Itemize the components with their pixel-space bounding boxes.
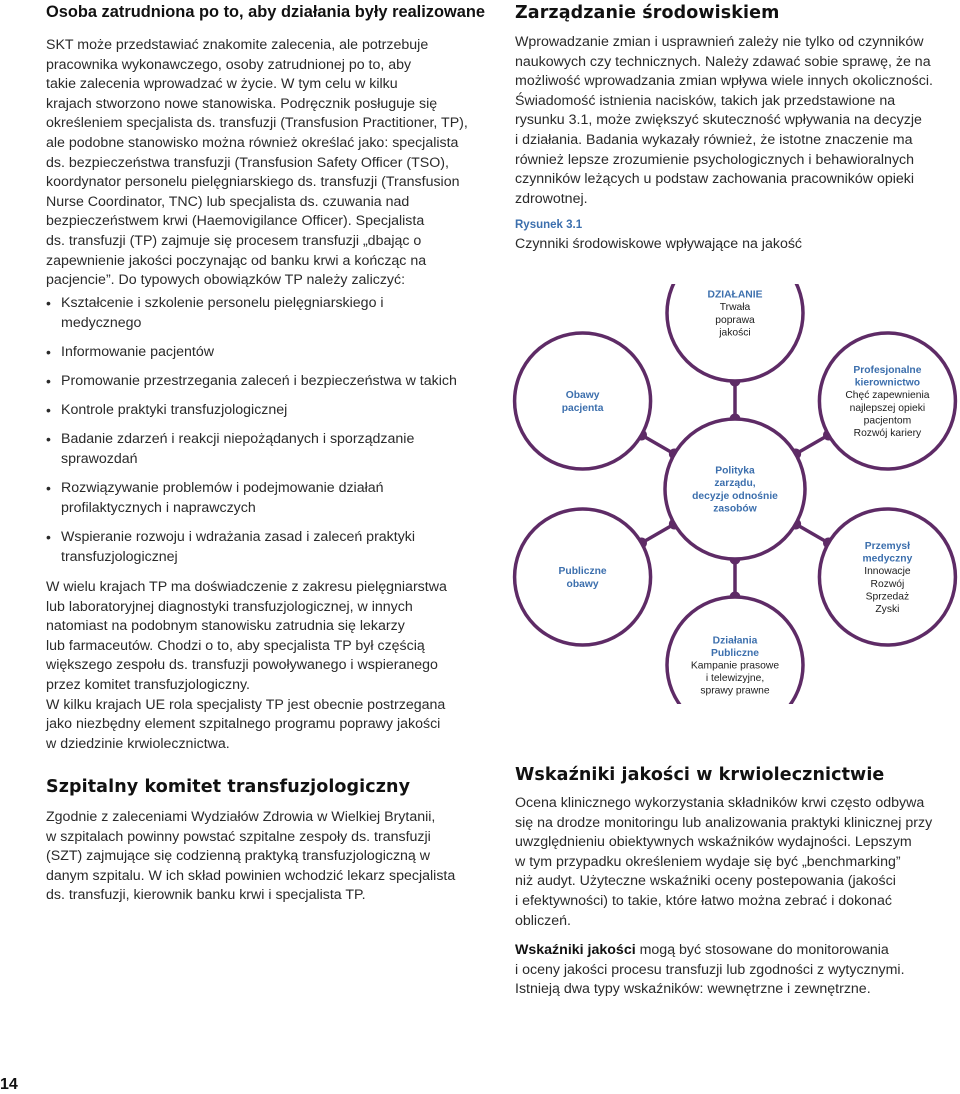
indicators-usage-paragraph: Wskaźniki jakości mogą być stosowane do monitorowania i oceny jakości procesu transfuzji lub zgodności z wytycznymi. Istnieją dwa typy wskaźników: wewnętrzne i zewnętrzne. <box>515 942 905 998</box>
node-profesjonalne-kierownictwo-text: Chęć zapewnienia <box>845 390 930 402</box>
node-dzialanie-text: DZIAŁANIE <box>707 289 763 301</box>
node-profesjonalne-kierownictwo-text: pacjentom <box>863 415 912 427</box>
page-number: 14 <box>0 1076 18 1093</box>
node-przemysl-medyczny-text: Przemysł <box>864 541 911 552</box>
center-node-text: decyzje odnośnie <box>692 490 778 502</box>
committee-paragraph: Zgodnie z zaleceniami Wydziałów Zdrowia w Wielkiej Brytanii, w szpitalach powinny powstać szpitalne zespoły ds. transfuzji (SZT) zajmujące się codzienną praktyką transfuzjologiczną w danym szpitalu. W ich skład powinien wchodzić lekarz specjalista ds. transfuzji, kierownik banku krwi i specjalista TP. <box>46 809 456 904</box>
section-heading-indicators: Wskaźniki jakości w krwiolecznictwie <box>515 765 885 785</box>
tp-description: SKT może przedstawiać znakomite zalecenia, ale potrzebuje pracownika wykonawczego, osoby zatrudnionej po to, aby takie zalecenia wprowadzać w życie. W tym celu w kilku krajach stworzono nowe stanowiska. Podręcznik posługuje się określeniem specjalista ds. transfuzji (Transfusion Practitioner, TP), ale podobne stanowisko można również określać jako: specjalista ds. bezpieczeństwa transfuzji (Transfusion Safety Officer (TSO), koordynator personelu pielęgniarskiego ds. transfuzji (Transfusion Nurse Coordinator, TNC) lub specjalista ds. czuwania nad bezpieczeństwem krwi (Haemovigilance Officer). Specjalista ds. transfuzji (TP) zajmuje się procesem transfuzji „dbając o zapewnienie jakości poczynając od banku krwi a kończąc na pacjencie”. Do typowych obowiązków TP należy zaliczyć: <box>46 37 468 289</box>
tp-duties-list <box>46 294 486 577</box>
section-heading-environment: Zarządzanie środowiskiem <box>515 3 780 23</box>
diagram-nodes <box>515 284 956 704</box>
list-item: • Rozwiązywanie problemów i podejmowanie działań profilaktycznych i naprawczych <box>46 479 486 518</box>
section-heading-tp: Osoba zatrudniona po to, aby działania były realizowane <box>46 3 485 21</box>
node-dzialanie-text: Trwała <box>719 302 751 314</box>
list-item: • Promowanie przestrzegania zaleceń i bezpieczeństwa w takich <box>46 372 486 392</box>
spoke-przemysl-medyczny <box>796 524 829 543</box>
node-przemysl-medyczny-text: medyczny <box>862 553 913 565</box>
node-dzialanie-text: poprawa <box>715 314 755 326</box>
node-dzialania-publiczne-text: Działania <box>712 635 758 647</box>
center-node-text: zasobów <box>713 503 757 515</box>
node-profesjonalne-kierownictwo-text: najlepszej opieki <box>849 402 926 414</box>
list-item: • Informowanie pacjentów <box>46 343 486 363</box>
list-item: • Wspieranie rozwoju i wdrażania zasad i zaleceń praktyki transfuzjologicznej <box>46 528 486 567</box>
node-dzialania-publiczne-text: Publiczne <box>710 647 760 659</box>
node-dzialania-publiczne-text: Kampanie prasowe <box>690 660 780 672</box>
center-node-text: zarządu, <box>714 478 756 490</box>
indicators-paragraph: Ocena klinicznego wykorzystania składników krwi często odbywa się na drodze monitoringu lub analizowania praktyki klinicznej przy uwzględnieniu obiektywnych wskaźników wydajności. Lepszym w tym przypadku określeniem wydaje się być „benchmarking” niż audyt. Użyteczne wskaźniki oceny postepowania (jakości i efektywności) to takie, które łatwo można zebrać i dokonać obliczeń. <box>515 795 933 929</box>
node-obawy-pacjenta-text: pacjenta <box>561 402 604 414</box>
list-item: • Kształcenie i szkolenie personelu pielęgniarskiego i medycznego <box>46 294 486 333</box>
spoke-obawy-pacjenta <box>641 435 674 454</box>
node-przemysl-medyczny-text: Innowacje <box>864 566 911 578</box>
node-przemysl-medyczny-text: Sprzedaż <box>865 591 910 603</box>
tp-experience-paragraph: W wielu krajach TP ma doświadczenie z zakresu pielęgniarstwa lub laboratoryjnej diagnostyki transfuzjologicznej, w innych natomiast na podobnym stanowisku zatrudnia się lekarzy lub farmaceutów. Chodzi o to, aby specjalista TP był częścią większego zespołu ds. transfuzji powoływanego i wspieranego przez komitet transfuzjologiczny. W kilku krajach UE rola specjalisty TP jest obecnie postrzegana jako niezbędny element szpitalnego programu poprawy jakości w dziedzinie krwiolecznictwa. <box>46 579 447 752</box>
section-heading-committee: Szpitalny komitet transfuzjologiczny <box>46 777 411 797</box>
spoke-publiczne-obawy <box>641 524 674 543</box>
node-dzialania-publiczne-text: i telewizyjne, <box>705 673 765 685</box>
center-node-text: Polityka <box>715 465 755 477</box>
node-publiczne-obawy-text: obawy <box>566 578 599 590</box>
node-profesjonalne-kierownictwo-text: kierownictwo <box>854 377 921 389</box>
node-dzialanie-text: jakości <box>719 327 751 339</box>
node-publiczne-obawy-text: Publiczne <box>558 566 607 578</box>
node-przemysl-medyczny-text: Zyski <box>875 604 900 615</box>
node-profesjonalne-kierownictwo-text: Profesjonalne <box>853 365 922 376</box>
environment-paragraph: Wprowadzanie zmian i usprawnień zależy nie tylko od czynników naukowych czy technicznych. Należy zdawać sobie sprawę, że na możliwość wprowadzania zmian wpływa wiele innych okoliczności. Świadomość istnienia nacisków, takich jak przedstawione na rysunku 3.1, może zwiększyć skuteczność wpływania na decyzje i działania. Badania wykazały również, że istotne znaczenie ma również lepsze zrozumienie psychologicznych i behawioralnych czynników leżących u podstaw zachowania pracowników opieki zdrowotnej. <box>515 34 933 207</box>
list-item: • Badanie zdarzeń i reakcji niepożądanych i sporządzanie sprawozdań <box>46 430 486 469</box>
node-obawy-pacjenta-text: Obawy <box>565 390 600 402</box>
figure-caption: Czynniki środowiskowe wpływające na jakość <box>515 236 803 252</box>
environment-factors-diagram <box>510 284 960 704</box>
figure-label: Rysunek 3.1 <box>515 219 583 231</box>
list-item: • Kontrole praktyki transfuzjologicznej <box>46 401 486 421</box>
node-przemysl-medyczny-text: Rozwój <box>870 578 905 590</box>
spoke-profesjonalne-kierownictwo <box>796 435 829 454</box>
node-profesjonalne-kierownictwo-text: Rozwój kariery <box>853 428 922 439</box>
node-dzialania-publiczne-text: sprawy prawne <box>700 685 770 697</box>
